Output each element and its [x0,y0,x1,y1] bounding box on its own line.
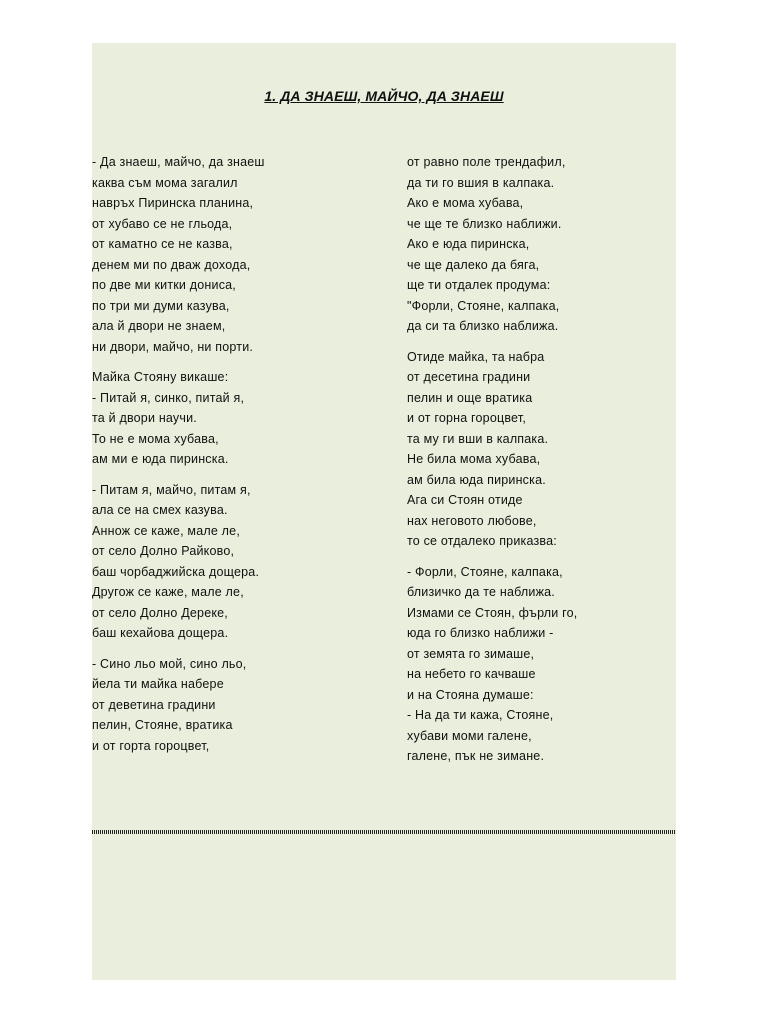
stanza [407,347,577,552]
document-page [92,43,676,980]
verse-line: да си та близко наближа. [407,319,559,333]
verse-line: близичко да те наближа. [407,585,555,599]
verse-line: Ако е юда пиринска, [407,237,530,251]
verse-line: - Форли, Стояне, калпака, [407,564,563,579]
verse-line: от земята го зимаше, [407,646,535,661]
verse-line: Не била мома хубава, [407,452,541,466]
verse-line: Ага си Стоян отиде [407,493,523,507]
verse-line: Майка Стояну викаше: [92,370,229,384]
verse-line: "Форли, Стояне, калпака, [407,298,560,313]
verse-line: от село Долно Райково, [92,544,235,558]
verse-line: нах неговото любове, [407,513,537,528]
verse-line: пелин и още вратика [407,390,533,405]
stanza [407,562,577,767]
verse-line: хубави моми галене, [407,728,532,743]
verse-line: йела ти майка набере [92,677,224,691]
verse-line: по две ми китки дониса, [92,278,236,292]
verse-line: Измами се Стоян, фърли го, [407,605,578,620]
verse-line: ни двори, майчо, ни порти. [92,339,254,354]
verse-line: юда го близко наближи - [407,626,554,640]
verse-line: навръх Пиринска планина, [92,196,254,210]
verse-line: - Да знаеш, майчо, да знаеш [92,155,265,169]
stanza [92,654,265,757]
verse-line: Другож се каже, мале ле, [92,585,244,599]
section-separator [92,830,676,834]
verse-line: че ще далеко да бяга, [407,257,540,272]
verse-line: от равно поле трендафил, [407,155,566,169]
stanza [92,152,265,357]
verse-line: Аннож се каже, мале ле, [92,523,241,538]
verse-line: от каматно се не казва, [92,237,233,251]
verse-line: Отиде майка, та набра [407,349,545,364]
verse-line: на небето го качваше [407,667,536,681]
verse-line: - На да ти кажа, Стояне, [407,708,554,722]
verse-line: - Питам я, майчо, питам я, [92,482,251,497]
verse-line: от десетина градини [407,370,531,384]
stanza [407,152,577,337]
left-text-column [92,152,265,766]
verse-line: от хубаво се не гльода, [92,216,233,231]
stanza [92,480,265,644]
verse-line: и от горна гороцвет, [407,411,526,425]
verse-line: и от горта гороцвет, [92,738,210,753]
verse-line: - Сино льо мой, сино льо, [92,656,247,671]
verse-line: баш кехайова дощера. [92,626,229,640]
right-text-column [407,152,577,777]
verse-line: ам ми е юда пиринска. [92,452,229,466]
verse-line: галене, пък не зимане. [407,749,545,763]
verse-line: ала се на смех казува. [92,503,228,517]
verse-line: каква съм мома загалил [92,175,238,190]
verse-line: Ако е мома хубава, [407,196,524,210]
verse-line: та й двори научи. [92,411,197,425]
verse-line: - Питай я, синко, питай я, [92,390,245,405]
verse-line: от село Долно Дереке, [92,605,228,620]
verse-line: пелин, Стояне, вратика [92,718,233,732]
verse-line: То не е мома хубава, [92,431,219,446]
verse-line: баш чорбаджийска дощера. [92,564,260,579]
stanza [92,367,265,470]
verse-line: та му ги вши в калпака. [407,431,549,446]
verse-line: ам била юда пиринска. [407,472,546,487]
poem-title: 1. ДА ЗНАЕШ, МАЙЧО, ДА ЗНАЕШ [264,88,504,104]
verse-line: ще ти отдалек продума: [407,278,551,292]
verse-line: денем ми по дваж дохода, [92,257,251,272]
verse-line: от деветина градини [92,697,216,712]
verse-line: и на Стояна думаше: [407,687,534,702]
verse-line: то се отдалеко приказва: [407,534,557,548]
verse-line: да ти го вшия в калпака. [407,175,555,190]
verse-line: ала й двори не знаем, [92,319,226,333]
verse-line: че ще те близко наближи. [407,216,562,231]
verse-line: по три ми думи казува, [92,298,230,313]
